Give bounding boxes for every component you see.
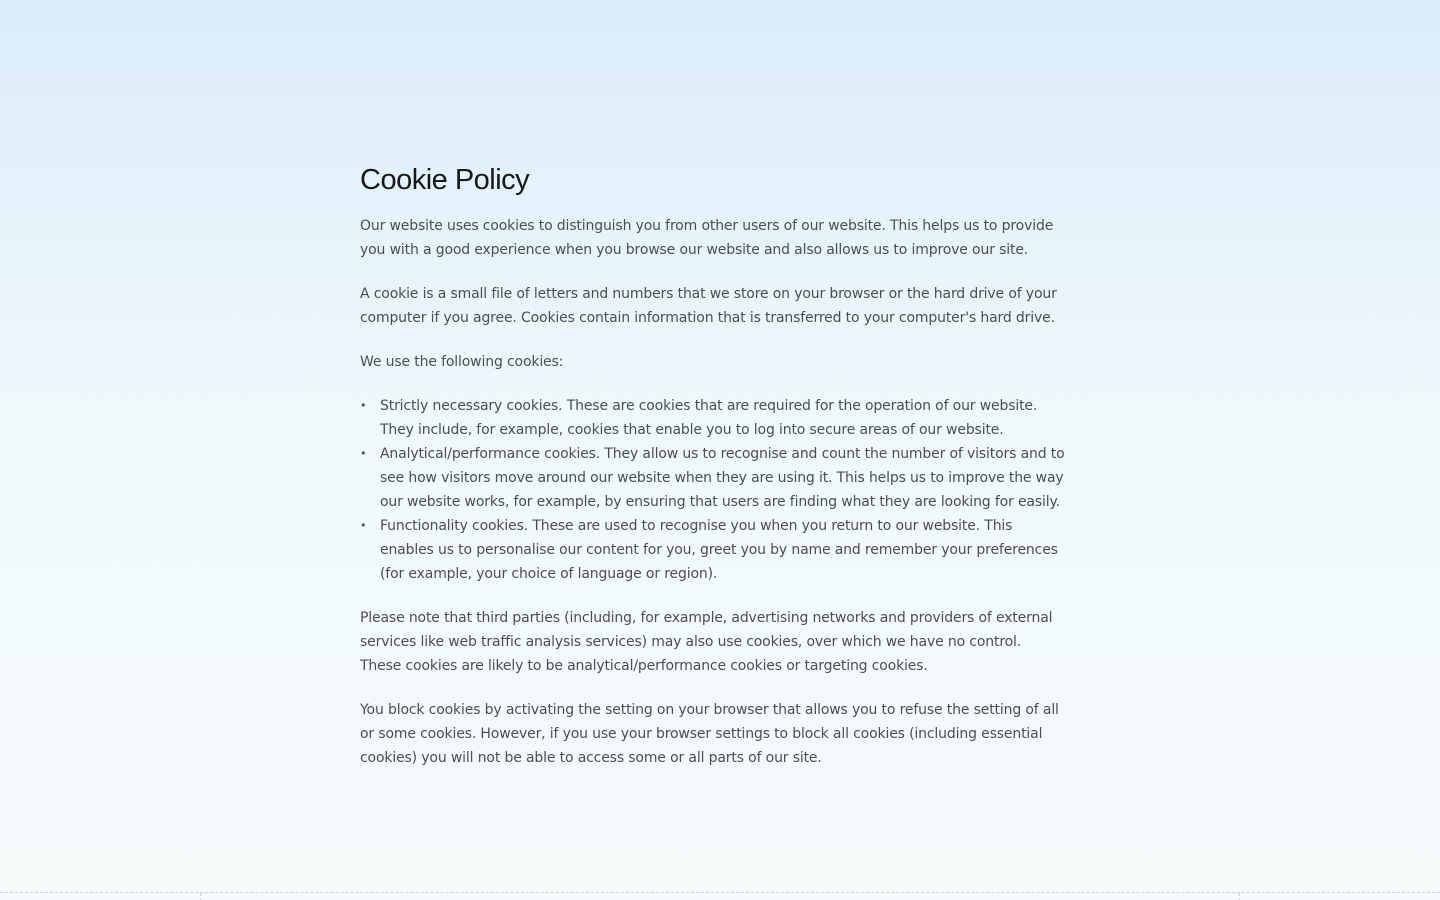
list-intro-paragraph: We use the following cookies: — [360, 354, 564, 370]
definition-paragraph: A cookie is a small file of letters and numbers that we store on your browser or the hard drive of your computer if you agree. Cookies contain information that is transferred to your computer's hard drive. — [360, 286, 1057, 326]
cookie-policy-content — [360, 160, 1065, 790]
footer-divider-tick — [1239, 893, 1240, 900]
third-party-paragraph: Please note that third parties (including, for example, advertising networks and providers of external services like web traffic analysis services) may also use cookies, over which we have no control. These cookies are likely to be analytical/performance cookies or targeting cookies. — [360, 610, 1053, 674]
list-item — [360, 514, 1065, 586]
page-title: Cookie Policy — [360, 164, 530, 196]
list-item — [360, 442, 1065, 514]
blocking-paragraph: You block cookies by activating the setting on your browser that allows you to refuse the setting of all or some cookies. However, if you use your browser settings to block all cookies (including essential cookies) you will not be able to access some or all parts of our site. — [360, 702, 1059, 766]
intro-paragraph: Our website uses cookies to distinguish you from other users of our website. This helps us to provide you with a good experience when you browse our website and also allows us to improve our site. — [360, 218, 1054, 258]
bullet-icon: • — [360, 519, 367, 532]
list-item-text: Strictly necessary cookies. These are cookies that are required for the operation of our website. They include, for example, cookies that enable you to log into secure areas of our website. — [380, 398, 1038, 438]
list-item — [360, 394, 1065, 442]
list-item-text: Functionality cookies. These are used to recognise you when you return to our website. This enables us to personalise our content for you, greet you by name and remember your preferences (for example, your choice of language or region). — [380, 518, 1058, 582]
cookie-types-list — [360, 394, 1065, 586]
footer-divider-tick — [200, 893, 201, 900]
list-item-text: Analytical/performance cookies. They allow us to recognise and count the number of visitors and to see how visitors move around our website when they are using it. This helps us to improve the way our website works, for example, by ensuring that users are finding what they are looking for easily. — [380, 446, 1065, 510]
footer-divider — [0, 892, 1440, 893]
bullet-icon: • — [360, 399, 367, 412]
bullet-icon: • — [360, 447, 367, 460]
